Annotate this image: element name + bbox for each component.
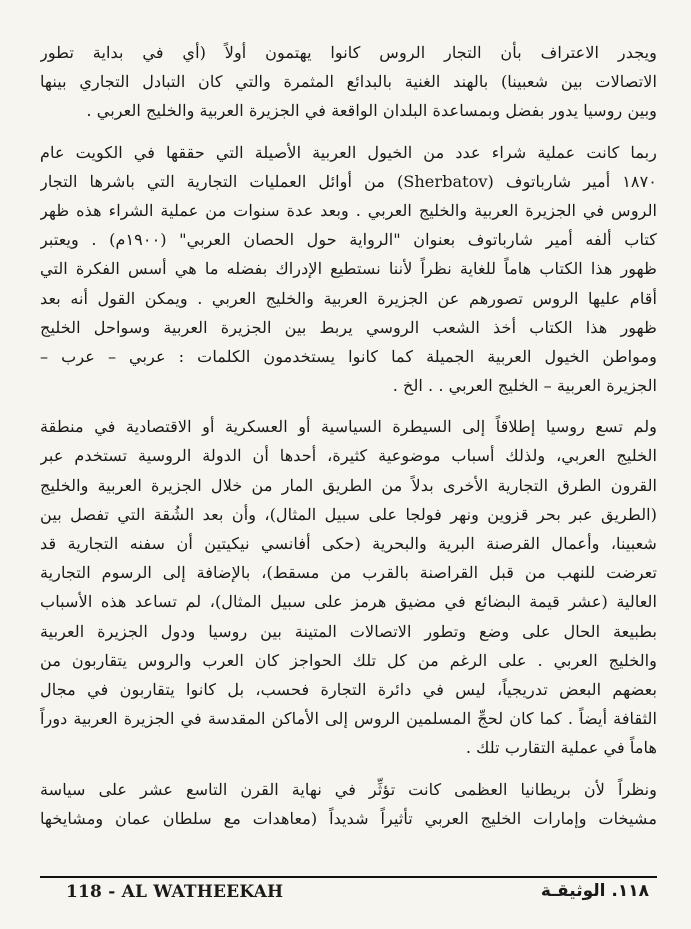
text-line: ربما كانت عملية شراء عدد من الخيول العربية الأصيلة التي حققها في الكويت عام [40,142,657,162]
footer-page-label-latin: 118 - AL WATHEEKAH [66,882,284,902]
paragraph-4 [40,775,657,833]
article-body [40,38,657,845]
footer-divider [40,876,657,878]
text-line: كتاب ألفه أمير شارباتوف بعنوان "الرواية حول الحصان العربي" (١٩٠٠م) . ويعتبر [40,230,657,250]
page-footer [40,876,657,906]
text-line: ونظراً لأن بريطانيا العظمى كانت تؤثِّر في نهاية القرن التاسع عشر على سياسة [40,779,657,799]
text-line: الثقافة أيضاً . كما كان لحجِّ المسلمين الروس إلى الأماكن المقدسة في الجزيرة العربية دوراً [40,709,657,729]
text-line: بطبيعة الحال على وضع وتطور الاتصالات المتينة بين روسيا ودول الجزيرة العربية [40,621,657,641]
text-line: بعضهم البعض تدريجياً، ليس في دائرة التجارة فحسب، بل كانوا يتقاربون في مجال [40,679,657,699]
text-line: ظهور هذا الكتاب أخذ الشعب الروسي يربط بين الجزيرة العربية وسواحل الخليج [40,317,657,337]
text-line: ولم تسع روسيا إطلاقاً إلى السيطرة السياسية أو العسكرية أو الاقتصادية في منطقة [40,417,657,437]
text-line: الجزيرة العربية – الخليج العربي . . الخ . [392,376,657,396]
paragraph-3 [40,412,657,762]
text-line: وبين روسيا يدور بفضل وبمساعدة البلدان الواقعة في الجزيرة العربية والخليج العربي . [86,101,657,121]
text-line: ١٨٧٠ أمير شارباتوف (Sherbatov) من أوائل العمليات التجارية التي باشرها التجار [40,171,657,191]
text-line: أقام عليها الروس تصورهم عن الجزيرة العربية والخليج العربي . ويمكن القول أنه بعد [40,288,657,308]
text-line: الروس في الجزيرة العربية والخليج العربي . وبعد عدة سنوات من عملية الشراء هذه ظهر [40,200,657,220]
text-line: ومواطن الخيول العربية الجميلة كما كانوا يستخدمون الكلمات : عربي – عرب – [40,346,657,366]
text-line: تعرضت للنهب من قبل القراصنة بالقرب من مسقط)، بالإضافة إلى الرسوم التجارية [40,563,657,583]
text-line: العالية (عشر قيمة البضائع في مضيق هرمز على سبيل المثال)، لم تساعد هذه الأسباب [40,592,657,612]
text-line: هاماً في عملية التقارب تلك . [465,738,657,758]
text-line: مشيخات وإمارات الخليج العربي تأثيراً شديداً (معاهدات مع سلطان عمان ومشايخها [40,808,657,828]
text-line: الخليج العربي، ولذلك أسباب موضوعية كثيرة، أحدها أن الدولة الروسية تستخدم عبر [40,446,657,466]
text-line: والخليج العربي . على الرغم من كل تلك الحواجز كان العرب والروس يتقاربون من [40,650,657,670]
text-line: الاتصالات بين شعبينا) بالهند الغنية بالبدائع المثمرة والتي كان التبادل التجاري بينها [40,72,657,92]
paragraph-2 [40,138,657,401]
paragraph-1 [40,38,657,126]
text-line: شعبينا، وأعمال القرصنة البرية والبحرية (حكى أفانسي نيكيتين أن سفنه التجارية قد [40,534,657,553]
footer-page-label-arabic: ١١٨. الوثيقـة [540,881,649,901]
text-line: ويجدر الاعتراف بأن التجار الروس كانوا يهتمون أولاً (أي في بداية تطور [40,43,657,62]
text-line: (الطريق عبر بحر قزوين ونهر فولجا على سبيل المثال)، وأن بعد الشُقة التي تفصل بين [40,504,657,524]
text-line: ظهور هذا الكتاب هاماً للغاية نظراً لأننا نستطيع الإدراك بفضله ما هي أسس الفكرة التي [40,259,657,279]
text-line: القرون الطرق التجارية الأخرى بدلاً من الطريق المار من خلال الجزيرة العربية والخليج [40,475,657,495]
